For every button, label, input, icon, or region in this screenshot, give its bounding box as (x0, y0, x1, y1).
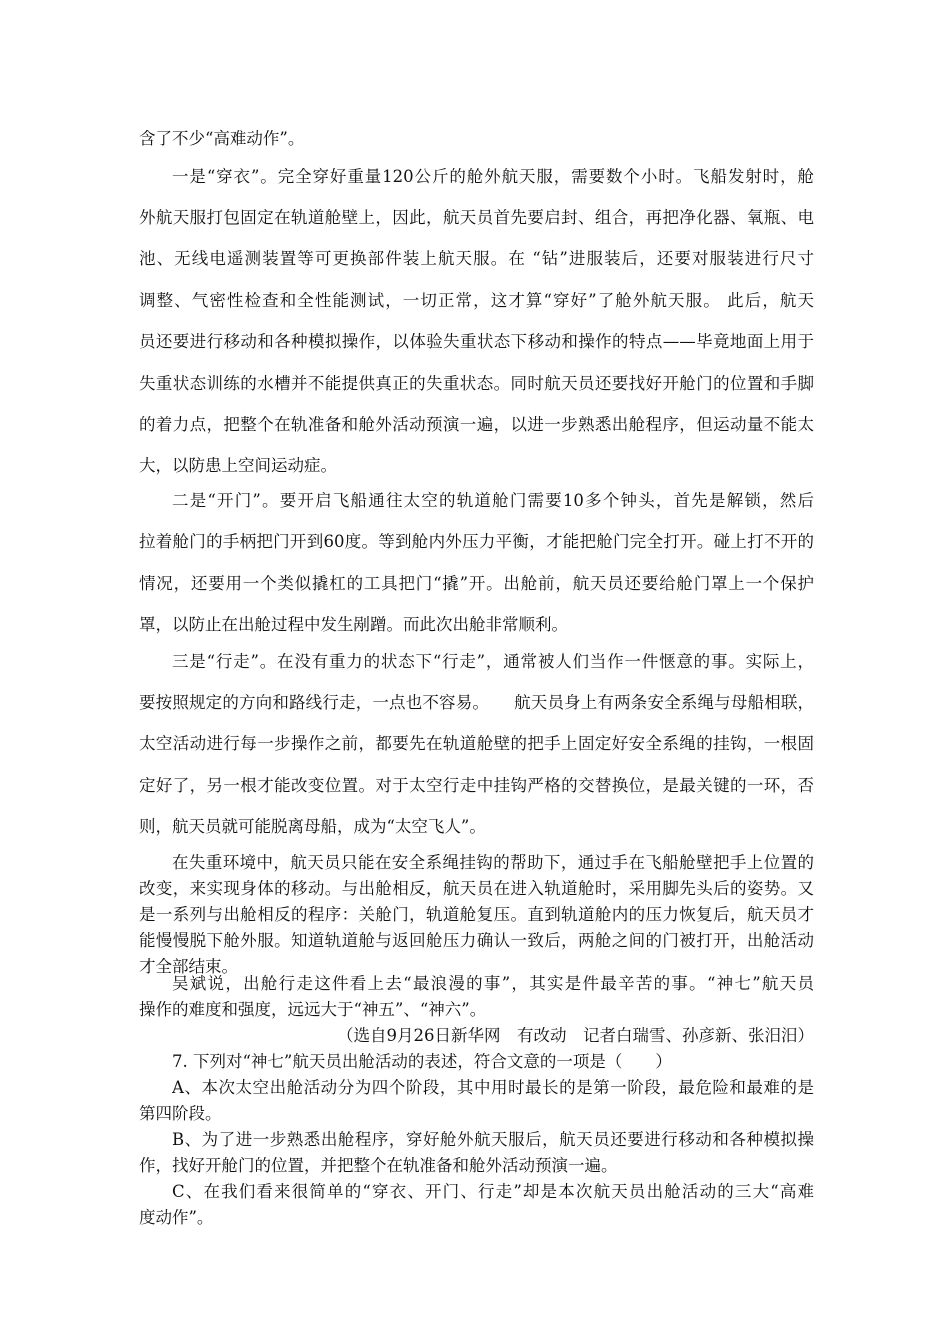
text-line: 才全部结束。 (139, 957, 238, 976)
text-line: 的着力点，把整个在轨准备和舱外活动预演一遍，以进一步熟悉出舱程序，但运动量不能太 (139, 415, 814, 434)
text-line: 罩，以防止在出舱过程中发生剐蹭。而此次出舱非常顺利。 (139, 615, 568, 634)
text-line: 在失重环境中，航天员只能在安全系绳挂钩的帮助下，通过手在飞船舱壁把手上位置的 (172, 853, 814, 872)
text-line: 改变，来实现身体的移动。与出舱相反，航天员在进入轨道舱时，采用脚先头后的姿势。又 (139, 879, 814, 898)
text-line: 情况，还要用一个类似撬杠的工具把门“撬”开。出舱前，航天员还要给舱门罩上一个保护 (139, 574, 814, 593)
option-c: C、在我们看来很简单的“穿衣、开门、行走”却是本次航天员出舱活动的三大“高难 (172, 1182, 814, 1201)
option-b: B、为了进一步熟悉出舱程序，穿好舱外航天服后，航天员还要进行移动和各种模拟操 (172, 1130, 814, 1149)
option-a: A、本次太空出舱活动分为四个阶段，其中用时最长的是第一阶段，最危险和最难的是 (172, 1078, 814, 1097)
text-line: 是一系列与出舱相反的程序：关舱门，轨道舱复压。直到轨道舱内的压力恢复后，航天员才 (139, 905, 814, 924)
text-line: 调整、气密性检查和全性能测试，一切正常，这才算“穿好”了舱外航天服。 此后，航天 (139, 291, 814, 310)
text-line: 外航天服打包固定在轨道舱壁上，因此，航天员首先要启封、组合，再把净化器、氧瓶、电 (139, 208, 814, 227)
text-line: 含了不少“高难动作”。 (139, 129, 305, 148)
text-line: 池、无线电遥测装置等可更换部件装上航天服。在 “钻”进服装后，还要对服装进行尺寸 (139, 249, 814, 268)
text-line: 大，以防患上空间运动症。 (139, 456, 337, 475)
text-line: 能慢慢脱下舱外服。知道轨道舱与返回舱压力确认一致后，两舱之间的门被打开，出舱活动 (139, 931, 814, 950)
question-stem: 7. 下列对“神七”航天员出舱活动的表述，符合文意的一项是（ ） (172, 1052, 672, 1071)
text-line: 操作的难度和强度，远远大于“神五”、“神六”。 (139, 1000, 487, 1019)
text-line: 失重状态训练的水槽并不能提供真正的失重状态。同时航天员还要找好开舱门的位置和手脚 (139, 374, 814, 393)
text-line: 拉着舱门的手柄把门开到60度。等到舱内外压力平衡，才能把舱门完全打开。碰上打不开的 (139, 532, 814, 551)
text-line: 员还要进行移动和各种模拟操作，以体验失重状态下移动和操作的特点——毕竟地面上用于 (139, 332, 814, 351)
text-line: 太空活动进行每一步操作之前，都要先在轨道舱壁的把手上固定好安全系绳的挂钩，一根固 (139, 734, 814, 753)
text-line: 一是“穿衣”。完全穿好重量120公斤的舱外航天服，需要数个小时。飞船发射时，舱 (172, 167, 814, 186)
option-c-cont: 度动作”。 (139, 1208, 214, 1227)
text-line: 要按照规定的方向和路线行走，一点也不容易。 航天员身上有两条安全系绳与母船相联， (139, 693, 814, 712)
option-b-cont: 作，找好开舱门的位置，并把整个在轨准备和舱外活动预演一遍。 (139, 1156, 618, 1175)
text-line: 定好了，另一根才能改变位置。对于太空行走中挂钩严格的交替换位，是最关键的一环，否 (139, 776, 814, 795)
option-a-cont: 第四阶段。 (139, 1104, 222, 1123)
text-line: 二是“开门”。要开启飞船通往太空的轨道舱门需要10多个钟头，首先是解锁，然后 (172, 491, 814, 510)
text-line: 吴斌说，出舱行走这件看上去“最浪漫的事”，其实是件最辛苦的事。“神七”航天员 (172, 974, 814, 993)
text-line: 则，航天员就可能脱离母船，成为“太空飞人”。 (139, 817, 486, 836)
source-note: （选自9月26日新华网 有改动 记者白瑞雪、孙彦新、张汨汨） (337, 1026, 814, 1045)
text-line: 三是“行走”。在没有重力的状态下“行走”，通常被人们当作一件惬意的事。实际上， (172, 652, 814, 671)
